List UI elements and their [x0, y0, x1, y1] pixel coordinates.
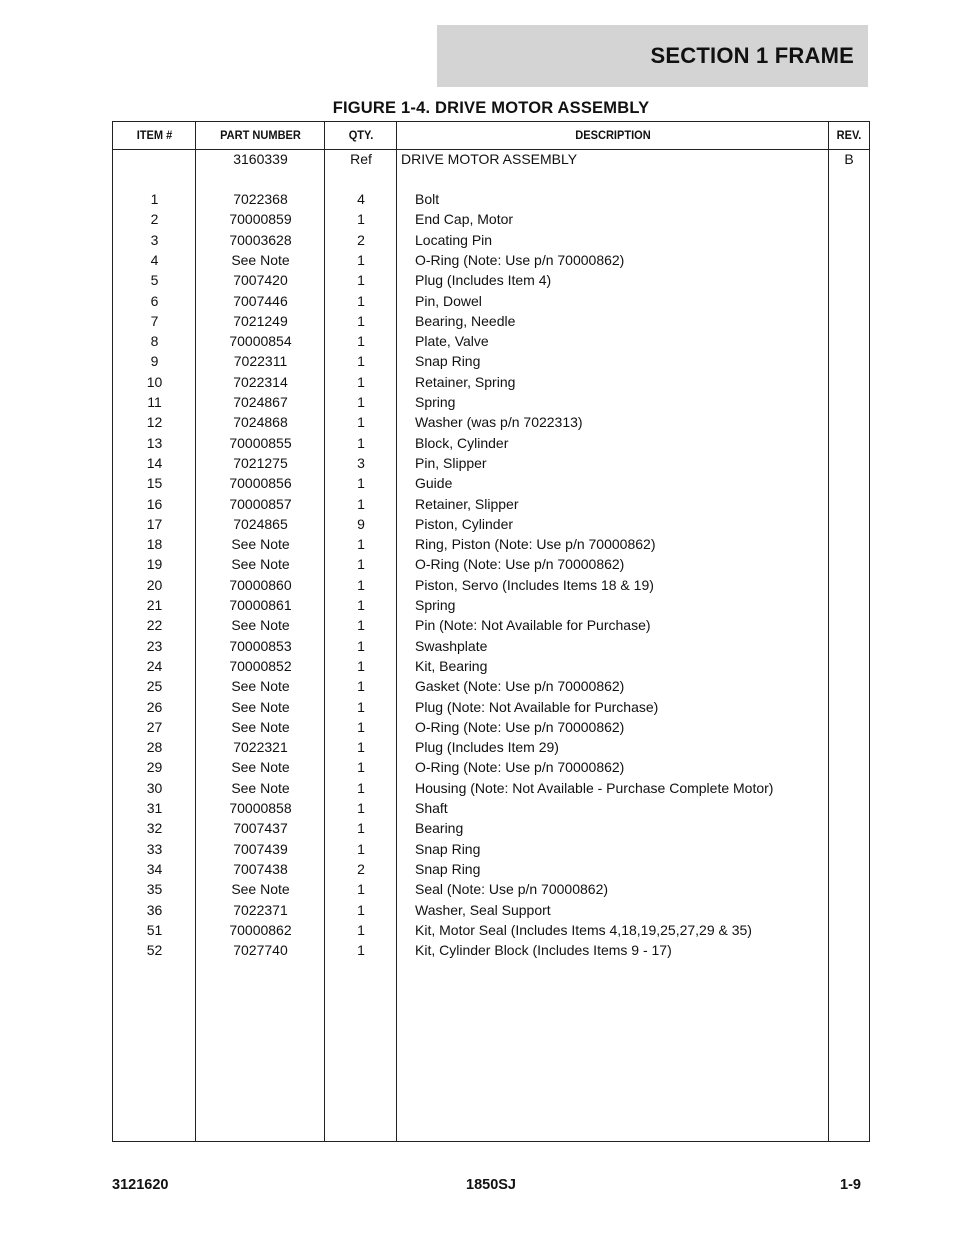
- item-number: 27: [146, 718, 163, 735]
- part-number: 70000852: [229, 657, 292, 674]
- qty: 3: [357, 454, 365, 471]
- table-row: [113, 372, 869, 392]
- description: Spring: [415, 394, 456, 410]
- description: Pin, Slipper: [415, 454, 487, 471]
- item-number: 2: [150, 211, 159, 228]
- qty: 1: [357, 475, 365, 492]
- description: Washer, Seal Support: [415, 901, 551, 918]
- description: O-Ring (Note: Use p/n 70000862): [415, 251, 625, 268]
- part-number: See Note: [231, 881, 290, 898]
- item-number: 24: [146, 657, 163, 674]
- item-number: 25: [146, 678, 163, 695]
- part-number: 7022368: [233, 191, 288, 207]
- description: Kit, Motor Seal (Includes Items 4,18,19,25,27,29 & 35): [415, 921, 752, 938]
- description: Gasket (Note: Use p/n 70000862): [415, 678, 625, 695]
- section-header: [437, 25, 868, 87]
- item-number: 35: [146, 881, 163, 898]
- part-number: 70000853: [229, 637, 292, 654]
- description: Bearing, Needle: [415, 312, 516, 329]
- footer-model: 1850SJ: [466, 1177, 516, 1193]
- header-part-number: PART NUMBER: [220, 128, 301, 142]
- table-row: [113, 859, 869, 879]
- table-row: [113, 575, 869, 595]
- table-row: [113, 250, 869, 270]
- qty: 1: [357, 718, 365, 735]
- qty: 1: [357, 779, 365, 796]
- part-number: 7022311: [233, 353, 288, 370]
- table-row: [113, 920, 869, 940]
- description: Ring, Piston (Note: Use p/n 70000862): [415, 536, 656, 553]
- qty: 1: [357, 292, 365, 309]
- part-number: 70000860: [229, 576, 292, 593]
- table-row: [113, 778, 869, 798]
- qty: 1: [357, 881, 365, 898]
- qty: 1: [357, 942, 365, 959]
- description: Block, Cylinder: [415, 434, 509, 451]
- item-number: 12: [146, 414, 163, 431]
- qty: 1: [357, 211, 365, 228]
- description: Swashplate: [415, 637, 488, 654]
- parts-table: [112, 121, 870, 1142]
- qty: 1: [357, 820, 365, 837]
- description: Bolt: [415, 191, 440, 207]
- table-row: [113, 230, 869, 250]
- description: Guide: [415, 475, 453, 492]
- table-header-row: [113, 122, 869, 150]
- table-row: [113, 494, 869, 514]
- table-row: [113, 433, 869, 453]
- table-row: [113, 615, 869, 635]
- footer-doc-number: 3121620: [112, 1177, 169, 1193]
- item-number: 14: [146, 454, 163, 471]
- assembly-description: DRIVE MOTOR ASSEMBLY: [401, 151, 578, 167]
- item-number: 13: [146, 434, 163, 451]
- qty: 1: [357, 251, 365, 268]
- part-number: 70003628: [229, 231, 292, 248]
- qty: 1: [357, 840, 365, 857]
- part-number: See Note: [231, 718, 290, 735]
- table-row: [113, 798, 869, 818]
- qty: 4: [357, 191, 365, 207]
- item-number: 17: [146, 515, 163, 532]
- part-number: See Note: [231, 759, 290, 776]
- description: Pin, Dowel: [415, 292, 482, 309]
- item-number: 7: [150, 312, 159, 329]
- qty: 1: [357, 921, 365, 938]
- assembly-row: [113, 149, 869, 169]
- assembly-qty: Ref: [350, 151, 372, 167]
- figure-title: FIGURE 1-4. DRIVE MOTOR ASSEMBLY: [332, 99, 650, 117]
- table-row: [113, 900, 869, 920]
- item-number: 20: [146, 576, 163, 593]
- qty: 1: [357, 556, 365, 573]
- part-number: See Note: [231, 698, 290, 715]
- qty: 2: [357, 231, 365, 248]
- qty: 1: [357, 800, 365, 816]
- description: Spring: [415, 597, 456, 613]
- qty: 1: [357, 698, 365, 715]
- item-number: 21: [146, 597, 163, 613]
- item-number: 8: [150, 333, 159, 350]
- part-number: See Note: [231, 536, 290, 553]
- description: Pin (Note: Not Available for Purchase): [415, 617, 651, 634]
- qty: 1: [357, 495, 365, 512]
- footer-page-number: 1-9: [840, 1177, 861, 1193]
- item-number: 9: [150, 353, 159, 370]
- table-row: [113, 331, 869, 351]
- qty: 1: [357, 536, 365, 553]
- item-number: 26: [146, 698, 163, 715]
- header-qty: QTY.: [348, 128, 374, 142]
- qty: 1: [357, 657, 365, 674]
- qty: 1: [357, 678, 365, 695]
- table-row: [113, 717, 869, 737]
- table-row: [113, 392, 869, 412]
- part-number: 70000854: [229, 333, 292, 350]
- description: Piston, Servo (Includes Items 18 & 19): [415, 576, 654, 593]
- qty: 1: [357, 272, 365, 289]
- qty: 1: [357, 617, 365, 634]
- item-number: 19: [146, 556, 163, 573]
- item-number: 52: [146, 942, 163, 959]
- item-number: 4: [150, 251, 159, 268]
- section-title: SECTION 1 FRAME: [650, 43, 854, 68]
- qty: 1: [357, 312, 365, 329]
- item-number: 11: [147, 394, 162, 410]
- qty: 1: [357, 394, 365, 410]
- part-number: 7022314: [233, 373, 288, 390]
- qty: 1: [357, 576, 365, 593]
- part-number: 70000855: [229, 434, 292, 451]
- assembly-part-number: 3160339: [233, 151, 288, 167]
- part-number: 70000856: [229, 475, 292, 492]
- item-number: 22: [146, 617, 163, 634]
- part-number: See Note: [231, 779, 290, 796]
- description: Housing (Note: Not Available - Purchase Complete Motor): [415, 779, 774, 796]
- table-row: [113, 270, 869, 290]
- qty: 1: [357, 373, 365, 390]
- description: Snap Ring: [415, 860, 481, 877]
- table-row: [113, 676, 869, 696]
- part-number: 7007439: [233, 840, 288, 857]
- table-row: [113, 839, 869, 859]
- qty: 1: [357, 353, 365, 370]
- description: Seal (Note: Use p/n 70000862): [415, 881, 609, 898]
- table-row: [113, 473, 869, 493]
- part-number: 7022371: [233, 901, 288, 918]
- qty: 1: [357, 901, 365, 918]
- item-number: 33: [146, 840, 163, 857]
- description: Locating Pin: [415, 231, 493, 248]
- qty: 1: [357, 414, 365, 431]
- item-number: 31: [146, 800, 163, 816]
- description: Bearing: [415, 820, 464, 837]
- description: Plug (Includes Item 29): [415, 739, 559, 756]
- item-number: 30: [146, 779, 163, 796]
- part-number: 7021275: [233, 454, 288, 471]
- item-number: 15: [146, 475, 163, 492]
- description: Plug (Includes Item 4): [415, 272, 552, 289]
- description: Kit, Bearing: [415, 657, 488, 674]
- qty: 9: [357, 515, 365, 532]
- table-row: [113, 453, 869, 473]
- description: Retainer, Spring: [415, 373, 516, 390]
- part-number: 7024868: [233, 414, 288, 431]
- description: Retainer, Slipper: [415, 495, 519, 512]
- item-number: 6: [150, 292, 159, 309]
- qty: 1: [357, 759, 365, 776]
- part-number: 7027740: [233, 942, 288, 959]
- table-row: [113, 636, 869, 656]
- table-row: [113, 209, 869, 229]
- item-number: 29: [146, 759, 163, 776]
- description: Snap Ring: [415, 353, 481, 370]
- part-number: See Note: [231, 556, 290, 573]
- header-item: ITEM #: [136, 128, 173, 142]
- description: O-Ring (Note: Use p/n 70000862): [415, 718, 625, 735]
- qty: 1: [357, 434, 365, 451]
- table-row: [113, 189, 869, 209]
- qty: 2: [357, 860, 365, 877]
- description: O-Ring (Note: Use p/n 70000862): [415, 759, 625, 776]
- description: Snap Ring: [415, 840, 481, 857]
- part-number: 7024867: [233, 394, 288, 410]
- item-number: 1: [150, 191, 159, 207]
- description: Piston, Cylinder: [415, 515, 514, 532]
- description: O-Ring (Note: Use p/n 70000862): [415, 556, 625, 573]
- item-number: 18: [146, 536, 163, 553]
- part-number: See Note: [231, 678, 290, 695]
- item-number: 34: [146, 860, 163, 877]
- part-number: 70000857: [229, 495, 292, 512]
- part-number: See Note: [231, 251, 290, 268]
- table-row: [113, 818, 869, 838]
- item-number: 5: [150, 272, 159, 289]
- table-row: [113, 757, 869, 777]
- part-number: 70000861: [229, 597, 292, 613]
- table-row: [113, 534, 869, 554]
- item-number: 16: [146, 495, 163, 512]
- qty: 1: [357, 333, 365, 350]
- qty: 1: [357, 597, 365, 613]
- description: Shaft: [415, 800, 448, 816]
- description: Plug (Note: Not Available for Purchase): [415, 698, 659, 715]
- table-row: [113, 737, 869, 757]
- description: Washer (was p/n 7022313): [415, 414, 583, 431]
- part-number: 70000862: [229, 921, 292, 938]
- table-row: [113, 656, 869, 676]
- table-row: [113, 291, 869, 311]
- item-number: 51: [146, 921, 163, 938]
- table-row: [113, 351, 869, 371]
- table-row: [113, 412, 869, 432]
- item-number: 32: [146, 820, 163, 837]
- description: End Cap, Motor: [415, 211, 514, 228]
- table-row: [113, 879, 869, 899]
- part-number: 7022321: [233, 739, 288, 756]
- table-row: [113, 514, 869, 534]
- header-description: DESCRIPTION: [575, 128, 651, 142]
- table-row: [113, 311, 869, 331]
- table-row: [113, 697, 869, 717]
- part-number: 7024865: [233, 515, 288, 532]
- item-number: 10: [146, 373, 163, 390]
- table-row: [113, 940, 869, 960]
- part-number: 7007438: [233, 860, 288, 877]
- table-row: [113, 554, 869, 574]
- description: Plate, Valve: [415, 333, 489, 350]
- item-number: 23: [146, 637, 163, 654]
- assembly-rev: B: [844, 151, 854, 167]
- part-number: 7007437: [233, 820, 288, 837]
- description: Kit, Cylinder Block (Includes Items 9 - 17): [415, 942, 672, 959]
- qty: 1: [357, 637, 365, 654]
- item-number: 3: [150, 231, 159, 248]
- part-number: 7021249: [233, 312, 288, 329]
- header-rev: REV.: [836, 128, 862, 142]
- part-number: 7007446: [233, 292, 288, 309]
- part-number: 70000858: [229, 800, 292, 816]
- qty: 1: [357, 739, 365, 756]
- part-number: 70000859: [229, 211, 292, 228]
- table-row: [113, 595, 869, 615]
- item-number: 28: [146, 739, 163, 756]
- part-number: 7007420: [233, 272, 288, 289]
- part-number: See Note: [231, 617, 290, 634]
- item-number: 36: [146, 901, 163, 918]
